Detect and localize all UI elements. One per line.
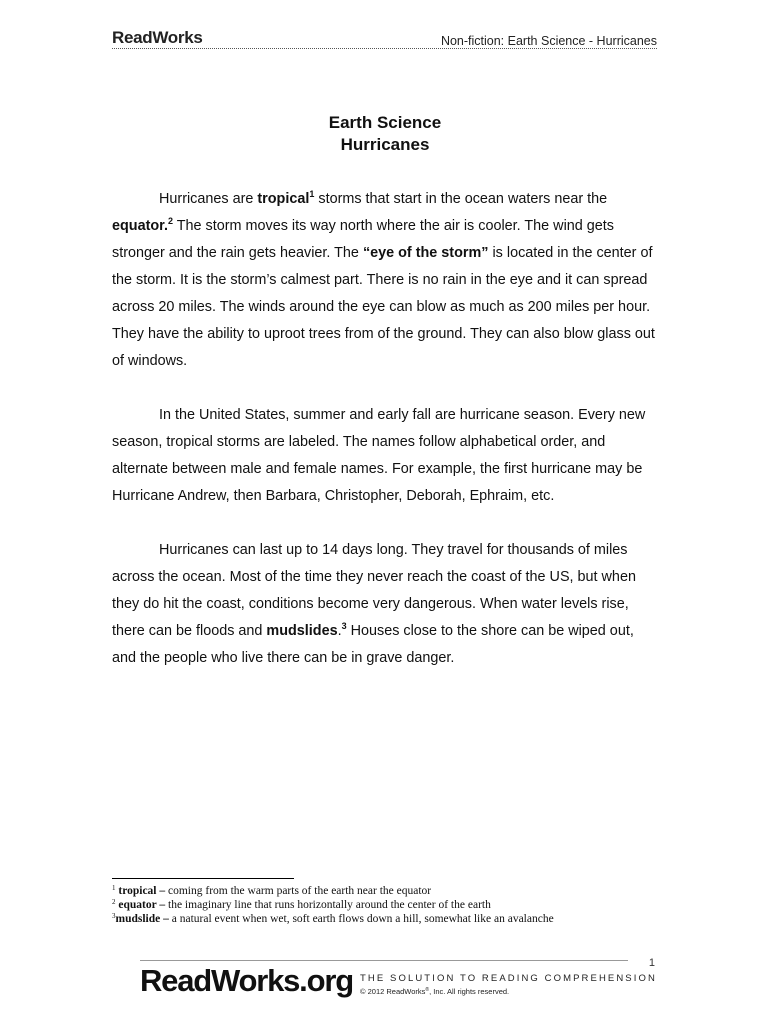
footnote-definition: the imaginary line that runs horizontally around the center of the earth [165,899,491,911]
title-line-1: Earth Science [328,113,442,132]
footnote-number: 3 [112,912,116,920]
footnote-term: tropical – [118,885,166,897]
footnote-number: 1 [112,884,116,892]
term-eye-of-the-storm: “eye of the storm” [362,245,489,261]
footnote-3 [112,912,672,926]
footnote-definition: a natural event when wet, soft earth flows down a hill, somewhat like an avalanche [168,913,554,925]
copyright-text: , Inc. All rights reserved. [429,987,510,996]
footer-logo: ReadWorks.org [140,963,353,998]
term-tropical: tropical [257,191,310,207]
footnote-definition: coming from the warm parts of the earth near the equator [165,885,432,897]
footnote-number: 2 [112,898,116,906]
term-equator: equator [112,218,164,234]
copyright-text: © 2012 ReadWorks [360,987,426,996]
header-brand: ReadWorks [112,28,203,47]
header-rule [112,48,657,49]
footnote-ref-2: 2 [167,216,173,226]
footer-rule [140,960,628,961]
footer-tagline: THE SOLUTION TO READING COMPREHENSION [360,973,657,984]
title-line-2: Hurricanes [340,135,430,154]
paragraph-1-text: storms that start in the ocean waters near the [314,191,608,207]
paragraph-3 [112,537,660,672]
registered-mark: ® [425,987,430,993]
article-body [112,186,660,699]
term-mudslides: mudslides [266,623,338,639]
footnote-term: mudslide – [115,913,169,925]
footnote-1 [112,884,672,898]
footnote-2 [112,898,672,912]
footnote-ref-1: 1 [309,189,315,199]
header-topic: Non-fiction: Earth Science - Hurricanes [440,34,657,48]
paragraph-1 [112,186,660,375]
paragraph-3-period: . [337,623,342,639]
paragraph-3-text: Hurricanes can last up to 14 days long. They travel for thousands of miles across the ocean. Most of the time they never reach the coast of the US, but when they do hit the coast, conditions become very dangerous. When water levels rise, there can be floods and [112,542,636,639]
footer-copyright [360,987,509,996]
footnote-rule [112,878,294,879]
footnotes [112,884,672,926]
paragraph-1-period: . [163,218,168,234]
paragraph-1-text: The storm moves its way north where the air is cooler. The wind gets stronger and the rain gets heavier. The [112,218,614,261]
page-title [0,112,770,156]
paragraph-1-text: Hurricanes are [159,191,258,207]
footnote-term: equator – [118,899,166,911]
paragraph-1-text: is located in the center of the storm. It is the storm’s calmest part. There is no rain in the eye and it can spread across 20 miles. The winds around the eye can blow as much as 200 miles per hour. They have the ability to uproot trees from of the ground. They can also blow glass out of windows. [112,245,655,369]
paragraph-2: In the United States, summer and early fall are hurricane season. Every new season, tropical storms are labeled. The names follow alphabetical order, and alternate between male and female names. For example, the first hurricane may be Hurricane Andrew, then Barbara, Christopher, Deborah, Ephraim, etc. [112,407,646,504]
page-number: 1 [648,957,655,969]
paragraph-3-text: Houses close to the shore can be wiped out, and the people who live there can be in grave danger. [112,623,634,666]
footnote-ref-3: 3 [341,621,347,631]
